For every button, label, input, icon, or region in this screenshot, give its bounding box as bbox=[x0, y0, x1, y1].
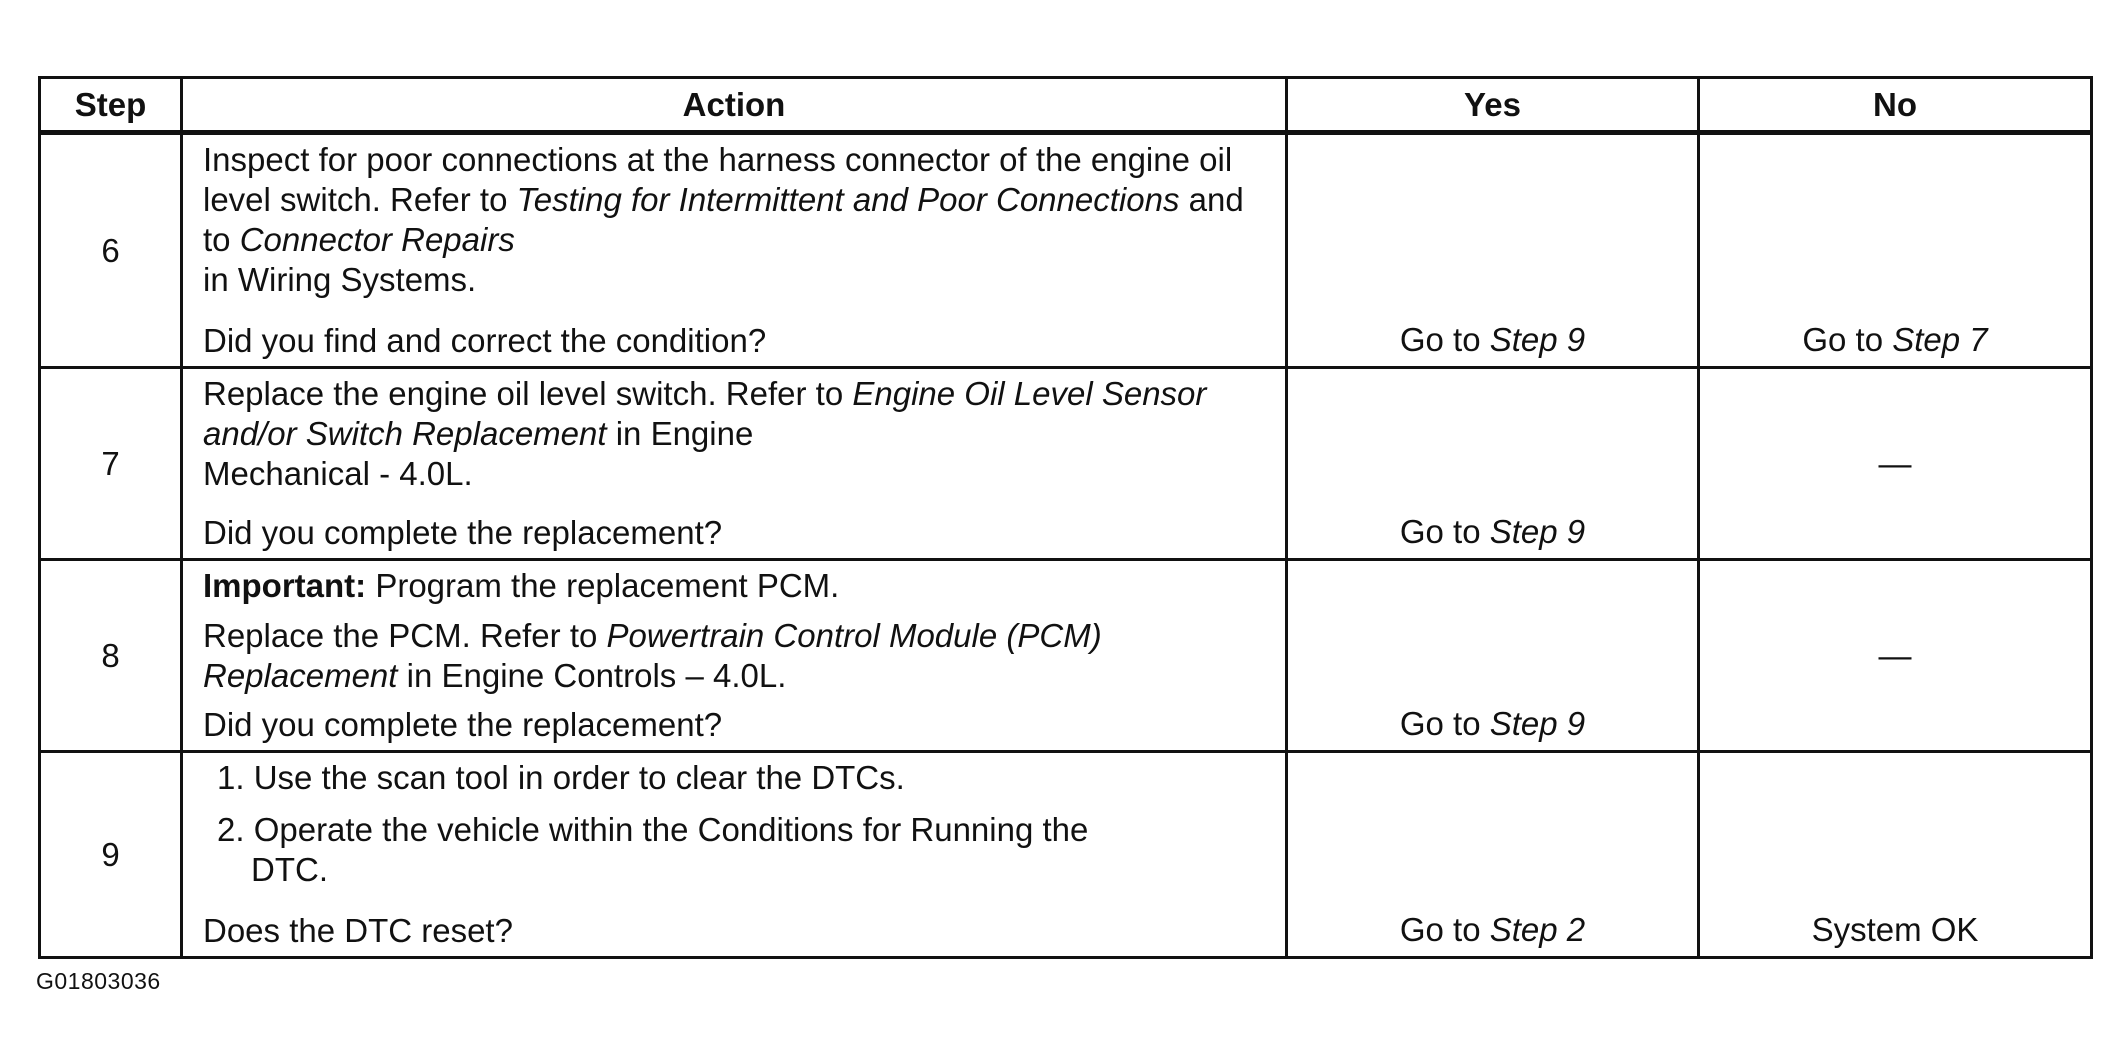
yes-result: Go to Step 9 bbox=[1287, 368, 1699, 560]
action-question: Did you find and correct the condition? bbox=[203, 322, 767, 359]
figure-id: G01803036 bbox=[36, 968, 161, 994]
list-item: 1. Use the scan tool in order to clear the DTCs. bbox=[217, 759, 905, 796]
step-number: 9 bbox=[40, 752, 182, 958]
yes-result: Go to Step 9 bbox=[1287, 133, 1699, 368]
no-result: Go to Step 7 bbox=[1699, 133, 2092, 368]
header-no: No bbox=[1699, 78, 2092, 133]
action-text: Inspect for poor connections at the harness connector of the engine oil level switch. Refer to Testing for Intermittent and Poor Connections and to Connector Repairs in Wiring Systems. bbox=[203, 141, 1244, 298]
important-note: Important: Program the replacement PCM. bbox=[203, 567, 840, 604]
action-question: Did you complete the replacement? bbox=[203, 514, 723, 551]
action-cell bbox=[182, 368, 1287, 560]
table-row bbox=[40, 133, 2092, 368]
header-step: Step bbox=[40, 78, 182, 133]
action-text: Replace the PCM. Refer to Powertrain Control Module (PCM) Replacement in Engine Controls – 4.0L. bbox=[203, 616, 1102, 694]
yes-result: Go to Step 2 bbox=[1287, 752, 1699, 958]
step-number: 8 bbox=[40, 560, 182, 752]
header-action: Action bbox=[182, 78, 1287, 133]
no-result: System OK bbox=[1699, 752, 2092, 958]
header-row bbox=[40, 78, 2092, 133]
action-cell bbox=[182, 752, 1287, 958]
dash-mark: — bbox=[1878, 636, 1912, 674]
action-question: Did you complete the replacement? bbox=[203, 706, 723, 743]
diagnostic-table bbox=[38, 76, 2093, 959]
no-result bbox=[1699, 560, 2092, 752]
reference-link: Engine Oil Level Sensor and/or Switch Replacement bbox=[203, 375, 1207, 452]
table-row bbox=[40, 560, 2092, 752]
list-item: 2. Operate the vehicle within the Conditions for Running the DTC. bbox=[217, 811, 1089, 888]
header-yes: Yes bbox=[1287, 78, 1699, 133]
yes-result: Go to Step 9 bbox=[1287, 560, 1699, 752]
step-number: 6 bbox=[40, 133, 182, 368]
table-row bbox=[40, 752, 2092, 958]
no-result bbox=[1699, 368, 2092, 560]
action-text: Replace the engine oil level switch. Refer to Engine Oil Level Sensor and/or Switch Replacement in Engine Mechanical - 4.0L. bbox=[203, 375, 1207, 492]
reference-link: Powertrain Control Module (PCM) Replacement bbox=[203, 616, 1102, 694]
table-row bbox=[40, 368, 2092, 560]
action-list bbox=[203, 758, 1265, 890]
action-cell bbox=[182, 560, 1287, 752]
action-question: Does the DTC reset? bbox=[203, 912, 513, 949]
reference-link: Connector Repairs bbox=[239, 221, 515, 258]
dash-mark: — bbox=[1878, 444, 1912, 482]
step-number: 7 bbox=[40, 368, 182, 560]
action-cell bbox=[182, 133, 1287, 368]
reference-link: Testing for Intermittent and Poor Connections bbox=[516, 181, 1180, 218]
